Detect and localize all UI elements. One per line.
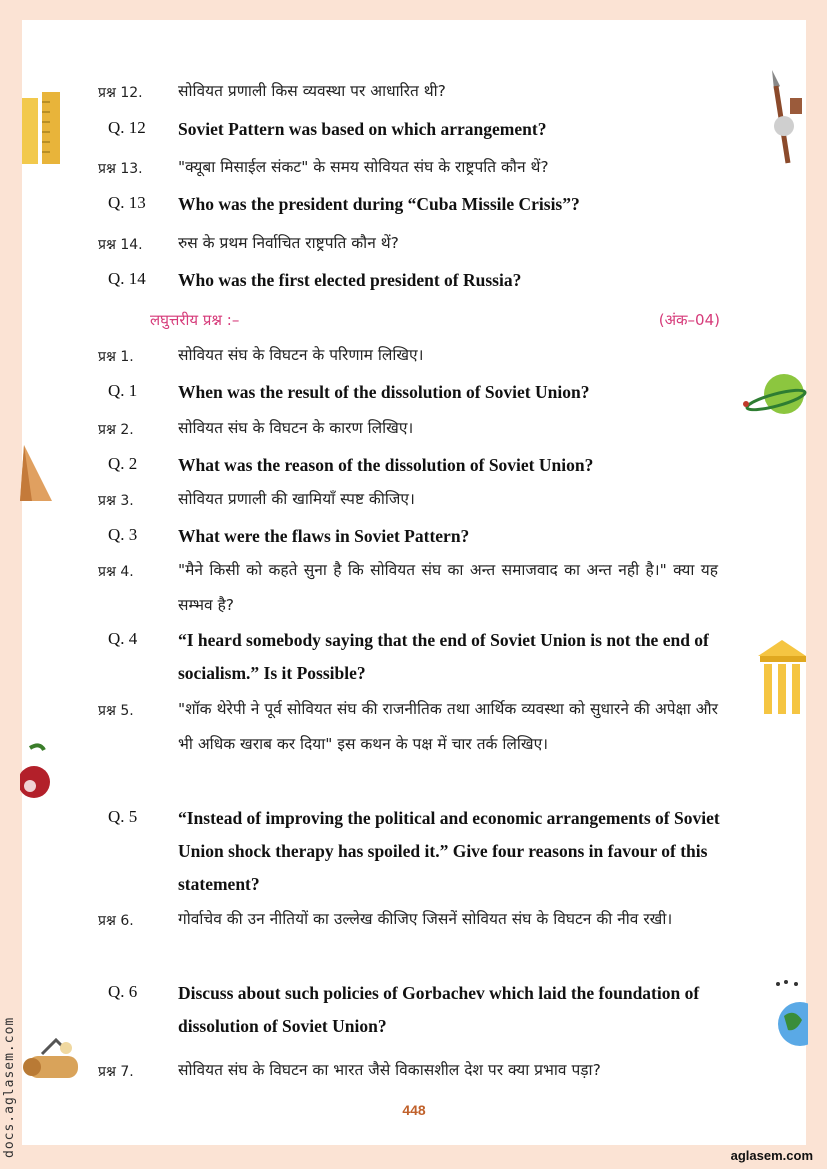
question-text-hindi: गोर्वाचेव की उन नीतियों का उल्लेख कीजिए जिसनें सोवियत संघ के विघटन की नीव रखी। [178,910,673,928]
question-text-english: What was the reason of the dissolution of Soviet Union? [178,455,594,475]
column-icon [758,640,806,720]
question-text-hindi: सोवियत प्रणाली की खामियाँ स्पष्ट कीजिए। [178,490,415,508]
ruler-icon [20,92,62,167]
question-number: Q. 14 [108,269,146,288]
question-number: प्रश्न 6. [98,913,134,929]
question-text-english: “Instead of improving the political and economic arrangements of Soviet Union shock therapy has spoiled it.” Give four reasons in favour of this statement? [178,808,720,894]
apple-icon [20,742,54,808]
question-number: Q. 3 [108,525,138,544]
globe-icon [774,980,808,1052]
question-text-hindi: "क्यूबा मिसाईल संकट" के समय सोवियत संघ के राष्ट्रपति कौन थें? [178,158,549,176]
page-number: 448 [402,1102,426,1118]
question-number: Q. 6 [108,982,138,1001]
question-number: प्रश्न 7. [98,1064,134,1080]
section-marks: (अंक–04) [658,311,720,329]
question-number: प्रश्न 13. [98,161,143,177]
question-text-english: What were the flaws in Soviet Pattern? [178,526,470,546]
question-text-hindi: सोवियत संघ के विघटन के परिणाम लिखिए। [178,346,424,364]
watermark: docs.aglasem.com [2,1016,17,1158]
question-number: प्रश्न 14. [98,237,143,253]
question-number: Q. 12 [108,118,146,137]
question-text-hindi: "शॉक थेरेपी ने पूर्व सोवियत संघ की राजनीतिक तथा आर्थिक व्यवस्था को सुधारने की अपेक्षा और भी अधिक खराब कर दिया" इस कथन के पक्ष में चार तर्क लिखिए। [178,700,718,753]
question-text-english: When was the result of the dissolution of Soviet Union? [178,382,590,402]
question-number: Q. 1 [108,381,138,400]
question-number: प्रश्न 2. [98,422,134,438]
question-number: Q. 4 [108,629,138,648]
pyramid-icon [20,445,54,505]
question-text-hindi: सोवियत संघ के विघटन का भारत जैसे विकासशील देश पर क्या प्रभाव पड़ा? [178,1061,601,1079]
question-text-english: Discuss about such policies of Gorbachev which laid the foundation of dissolution of Soviet Union? [178,983,700,1036]
question-number: प्रश्न 1. [98,349,134,365]
question-number: प्रश्न 3. [98,493,134,509]
question-text-hindi: "मैने किसी को कहते सुना है कि सोवियत संघ का अन्त समाजवाद का अन्त नही है।" क्या यह सम्भव है? [178,561,718,614]
scroll-icon [22,1034,82,1090]
section-heading: लघुत्तरीय प्रश्न :– [150,311,240,329]
pencil-icon [764,68,806,168]
question-number: Q. 2 [108,454,138,473]
question-text-hindi: सोवियत प्रणाली किस व्यवस्था पर आधारित थी? [178,82,446,100]
question-text-english: Who was the first elected president of Russia? [178,270,522,290]
question-text-english: Soviet Pattern was based on which arrangement? [178,119,547,139]
footer-site-link[interactable]: aglasem.com [730,1148,813,1163]
question-number: प्रश्न 4. [98,564,134,580]
document-page [22,20,806,1145]
planet-icon [742,370,808,420]
question-text-english: Who was the president during “Cuba Missile Crisis”? [178,194,580,214]
question-text-english: “I heard somebody saying that the end of Soviet Union is not the end of socialism.” Is it Possible? [178,630,709,683]
question-text-hindi: सोवियत संघ के विघटन के कारण लिखिए। [178,419,414,437]
question-number: प्रश्न 12. [98,85,143,101]
question-number: Q. 13 [108,193,146,212]
question-text-hindi: रुस के प्रथम निर्वाचित राष्ट्रपति कौन थें? [178,234,399,252]
question-number: Q. 5 [108,807,138,826]
question-number: प्रश्न 5. [98,703,134,719]
